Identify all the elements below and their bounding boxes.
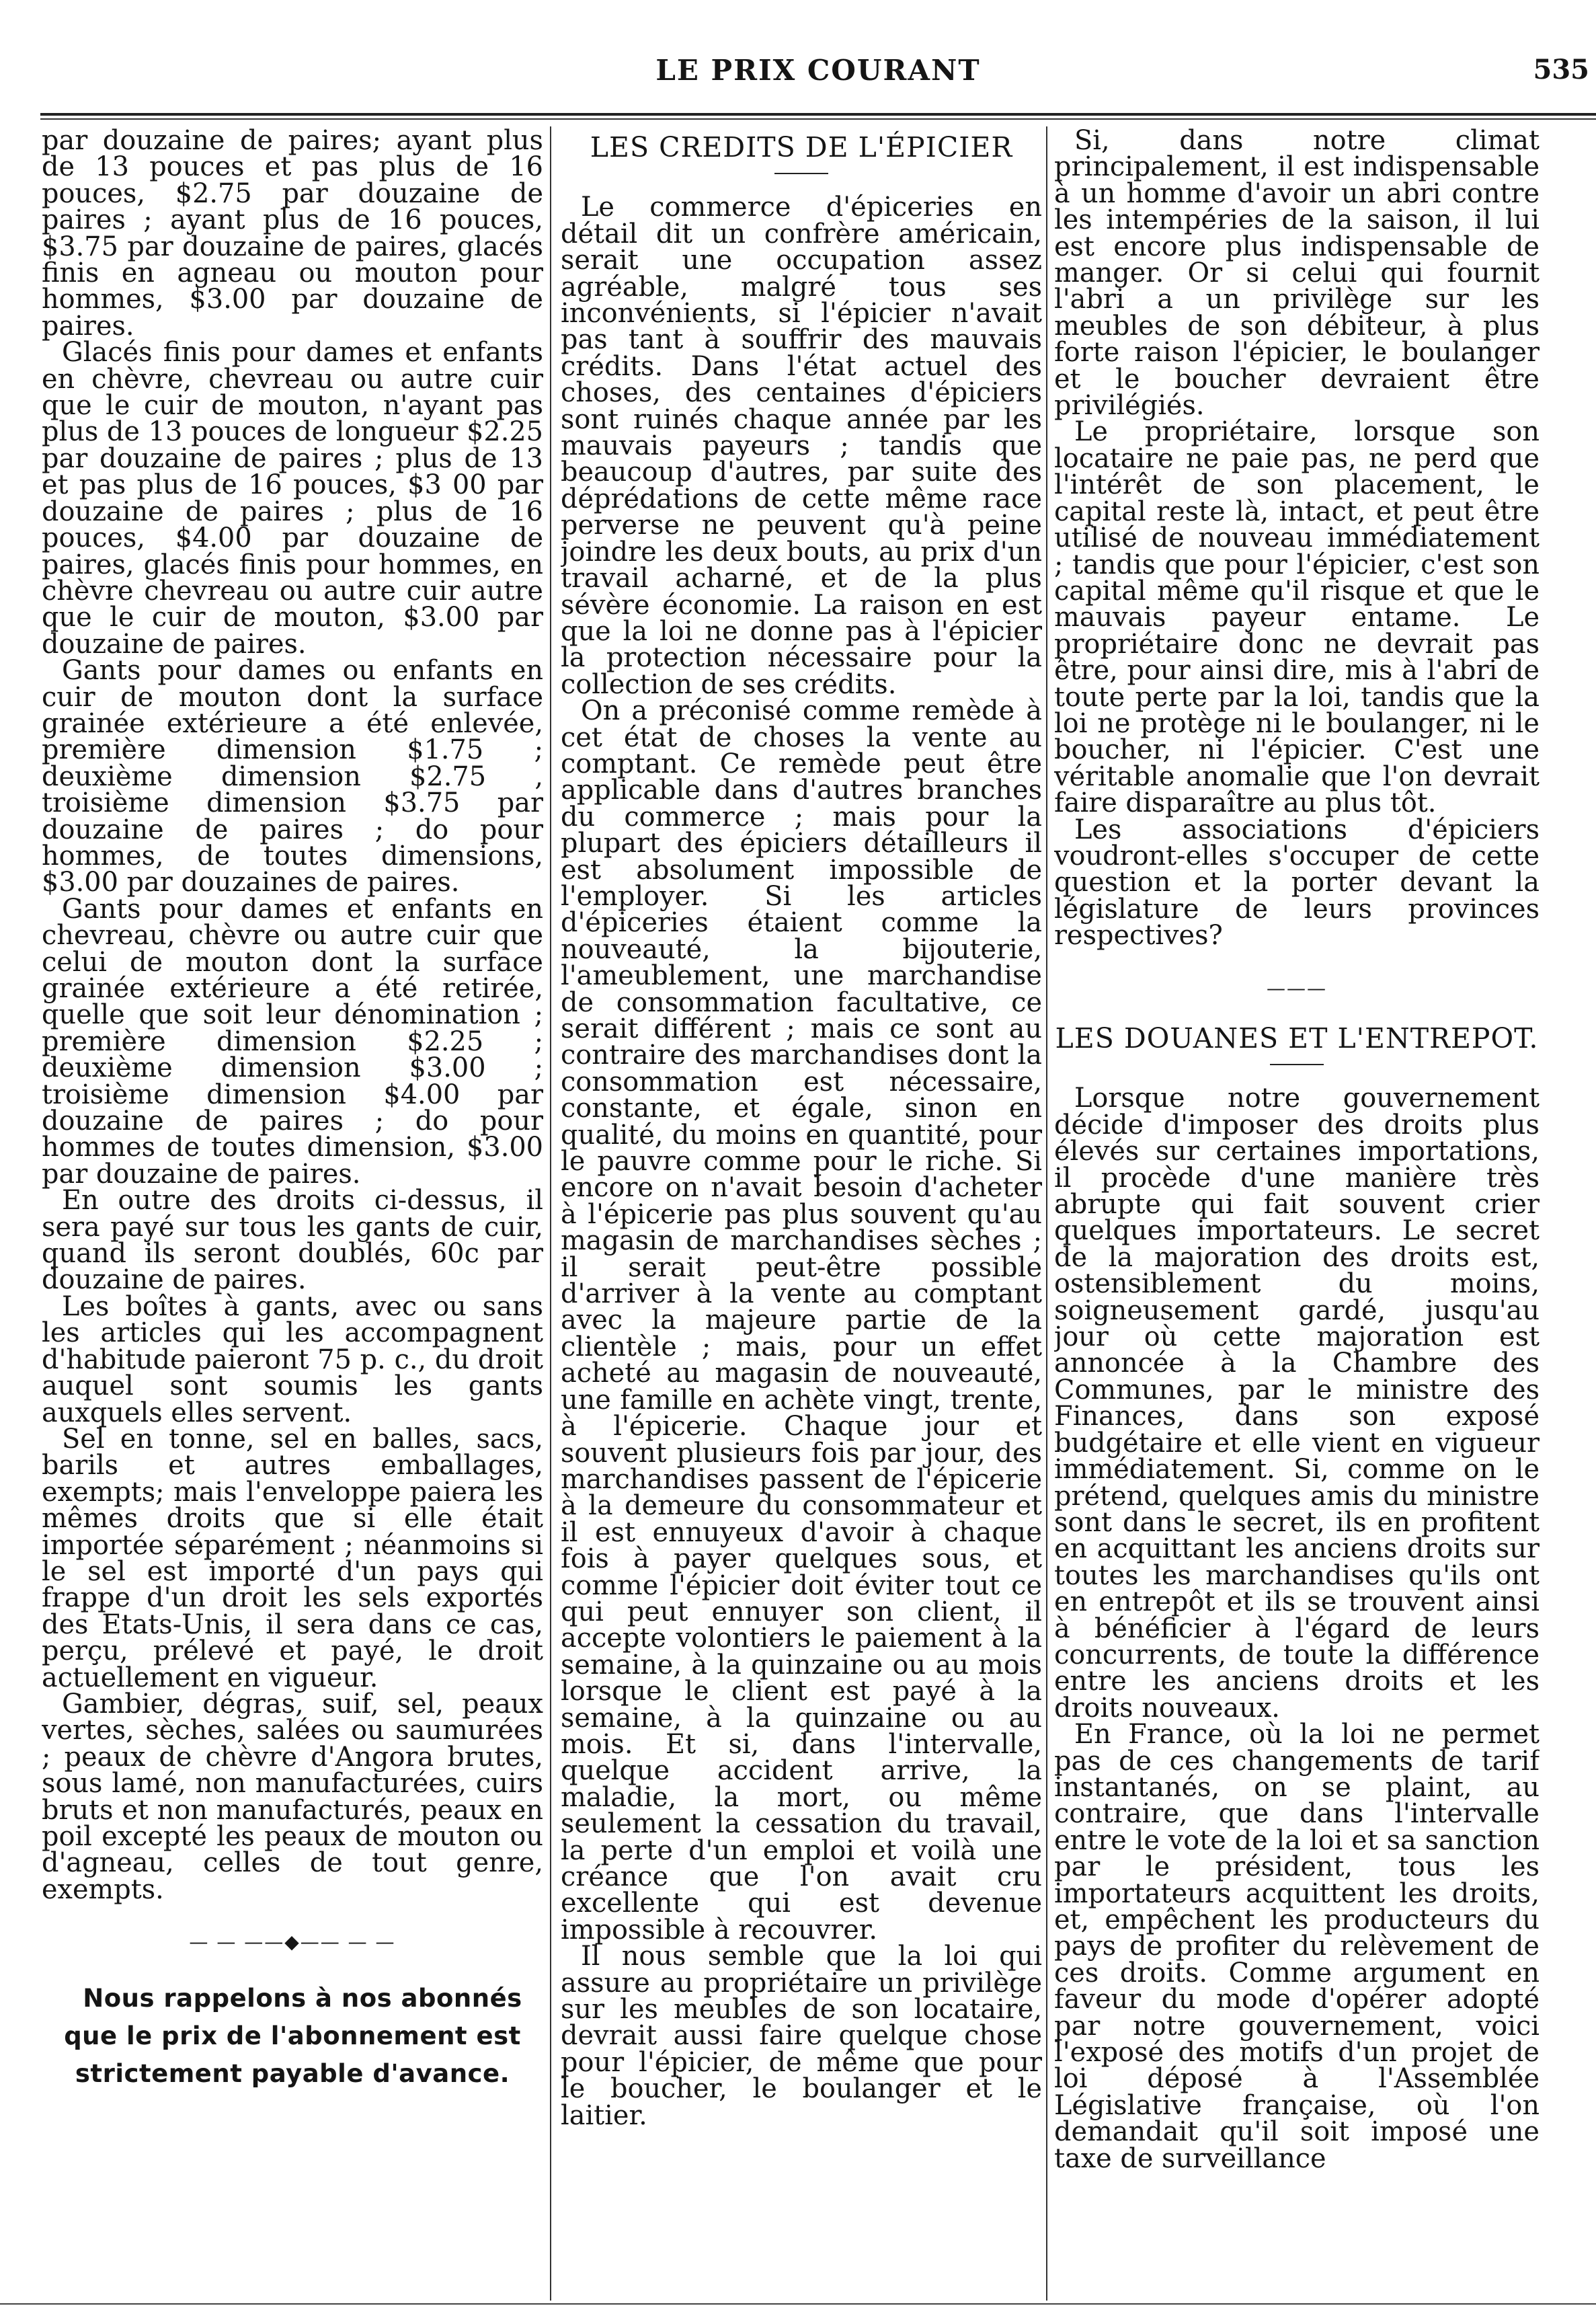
page-number: 535: [1533, 54, 1589, 85]
header-rule: [40, 113, 1596, 116]
heading-rule: [1270, 1064, 1324, 1065]
article-paragraph: Le propriétaire, lorsque son locataire ne paie pas, ne perd que l'intérêt de son placement, le capital reste là, intact, et peut être utilisé de nouveau immédiatement ; tandis que pour l'épicier, c'est son capital même qu'il risque et que le mauvais payeur entame. Le propriétaire donc ne devrait pas être, pour ainsi dire, mis à l'abri de toute perte par la loi, tandis que la loi ne protège ni le boulanger, ni le boucher, ni l'épicier. C'est une véritable anomalie que l'on devrait faire disparaître au plus tôt.: [1054, 416, 1540, 819]
article-paragraph: par douzaine de paires; ayant plus de 13 pouces et pas plus de 16 pouces, $2.75 par douzaine de paires ; ayant plus de 16 pouces, $3.75 par douzaine de paires, glacés finis en agneau ou mouton pour hommes, $3.00 par douzaine de paires.: [42, 128, 543, 342]
ornament-divider: — — ——◆—— — —: [189, 1931, 396, 1954]
publication-title: LE PRIX COURANT: [655, 54, 981, 87]
footer-rule: [0, 2303, 1596, 2305]
article-paragraph: Sel en tonne, sel en balles, sacs, barils et autres emballages, exempts; mais l'enveloppe paiera les mêmes droits que si elle était importée séparément ; néanmoins si le sel est importé d'un pays qui frappe d'un droit les sels exportés des Etats-Unis, il sera dans ce cas, perçu, prélevé et payé, le droit actuellement en vigueur.: [42, 1423, 543, 1693]
heading-rule: [774, 173, 828, 174]
subscription-notice: Nous rappelons à nos abonnés que le prix de l'abonnement est strictement payable d'avance.: [64, 1983, 522, 2088]
article-heading: LES CREDITS DE L'ÉPICIER: [590, 131, 1013, 163]
column-2: [561, 128, 1042, 2301]
article-paragraph: Gants pour dames ou enfants en cuir de mouton dont la surface grainée extérieure a été enlevée, première dimension $1.75 ; deuxième dimension $2.75 , troisième dimension $3.75 par douzaine de paires ; do pour hommes, de toutes dimensions, $3.00 par douzaines de paires.: [42, 655, 543, 898]
article-paragraph: Gambier, dégras, suif, sel, peaux vertes, sèches, salées ou saumurées ; peaux de chèvre d'Angora brutes, sous lamé, non manufacturées, cuirs bruts et non manufacturés, peaux en poil excepté les peaux de mouton ou d'agneau, celles de tout genre, exempts.: [42, 1688, 543, 1905]
column-3: [1054, 128, 1540, 2301]
article-paragraph: Le commerce d'épiceries en détail dit un confrère américain, serait une occupation assez agréable, malgré tous ses inconvénients, si l'épicier n'avait pas tant à souffrir des mauvais crédits. Dans l'état actuel des choses, des centaines d'épiciers sont ruinés chaque année par les mauvais payeurs ; tandis que beaucoup d'autres, par suite des déprédations de cette même race perverse ne peuvent qu'à peine joindre les deux bouts, au prix d'un travail acharné, et de la plus sévère économie. La raison en est que la loi ne donne pas à l'épicier la protection nécessaire pour la collection de ses crédits.: [561, 192, 1042, 700]
article-paragraph: Glacés finis pour dames et enfants en chèvre, chevreau ou autre cuir que le cuir de mouton, n'ayant pas plus de 13 pouces de longueur $2.25 par douzaine de paires ; plus de 13 et pas plus de 16 pouces, $3 00 par douzaine de paires ; plus de 16 pouces, $4.00 par douzaine de paires, glacés finis pour hommes, en chèvre chevreau ou autre cuir autre que le cuir de mouton, $3.00 par douzaine de paires.: [42, 337, 543, 660]
article-paragraph: Gants pour dames et enfants en chevreau, chèvre ou autre cuir que celui de mouton dont la surface grainée extérieure a été retirée, quelle que soit leur dénomination ; première dimension $2.25 ; deuxième dimension $3.00 ; troisième dimension $4.00 par douzaine de paires ; do pour hommes de toutes dimension, $3.00 par douzaine de paires.: [42, 893, 543, 1190]
article-heading: LES DOUANES ET L'ENTREPOT.: [1055, 1022, 1539, 1054]
article-paragraph: On a préconisé comme remède à cet état de choses la vente au comptant. Ce remède peut être applicable dans d'autres branches du commerce ; mais pour la plupart des épiciers détailleurs il est absolument impossible de l'employer. Si les articles d'épiceries étaient comme la nouveauté, la bijouterie, l'ameublement, une marchandise de consommation facultative, ce serait différent ; mais ce sont au contraire des marchandises dont la consommation est nécessaire, constante, et égale, sinon en qualité, du moins en quantité, pour le pauvre comme pour le riche. Si encore on n'avait besoin d'acheter à l'épicerie pas plus souvent qu'au magasin de marchandises sèches ; il serait peut-être possible d'arriver à la vente au comptant avec la majeure partie de la clientèle ; mais, pour un effet acheté au magasin de nouveauté, une famille en achète vingt, trente, à l'épicerie. Chaque jour et souvent plusieurs fois par jour, des marchandises passent de l'épicerie à la demeure du consommateur et il est ennuyeux d'avoir à chaque fois à payer quelques sous, et comme l'épicier doit éviter tout ce qui peut ennuyer son client, il accepte volontiers le paiement à la semaine, à la quinzaine ou au mois lorsque le client est payé à la semaine, à la quinzaine ou au mois. Et si, dans l'intervalle, quelque accident arrive, la maladie, la mort, ou même seulement la cessation du travail, la perte d'un emploi et voilà une créance que l'on avait cru excellente qui est devenue impossible à recouvrer.: [561, 695, 1042, 1945]
article-paragraph: Si, dans notre climat principalement, il est indispensable à un homme d'avoir un abri contre les intempéries de la saison, il lui est encore plus indispensable de manger. Or si celui qui fournit l'abri a un privilège sur les meubles de son débiteur, à plus forte raison l'épicier, le boulanger et le boucher devraient être privilégiés.: [1054, 128, 1540, 422]
page-header: [40, 35, 1596, 109]
article-paragraph: Les boîtes à gants, avec ou sans les articles qui les accompagnent d'habitude paieront 75 p. c., du droit auquel sont soumis les gants auxquels elles servent.: [42, 1290, 543, 1428]
article-paragraph: En outre des droits ci-dessus, il sera payé sur tous les gants de cuir, quand ils seront doublés, 60c par douzaine de paires.: [42, 1185, 543, 1296]
article-paragraph: Il nous semble que la loi qui assure au propriétaire un privilège sur les meubles de son locataire, devrait aussi faire quelque chose pour l'épicier, de même que pour le boucher, le boulanger et le laitier.: [561, 1941, 1042, 2131]
article-paragraph: Les associations d'épiciers voudront-elles s'occuper de cette question et la porter devant la législature de leurs provinces respectives?: [1054, 814, 1540, 952]
article-paragraph: Lorsque notre gouvernement décide d'imposer des droits plus élevés sur certaines importations, il procède d'une manière très abrupte qui fait souvent crier quelques importateurs. Le secret de la majoration des droits est, ostensiblement du moins, soigneusement gardé, jusqu'au jour où cette majoration est annoncée à la Chambre des Communes, par le ministre des Finances, dans son exposé budgétaire et elle vient en vigueur immédiatement. Si, comme on le prétend, quelques amis du ministre sont dans le secret, ils en profitent en acquittant les anciens droits sur toutes les marchandises qu'ils ont en entrepôt et ils se trouvent ainsi à bénéficier à l'égard de leurs concurrents, de toute la différence entre les anciens droits et les droits nouveaux.: [1054, 1083, 1540, 1724]
column-1: [42, 128, 543, 2301]
article-paragraph: En France, où la loi ne permet pas de ces changements de tarif instantanés, on se plaint, au contraire, que dans l'intervalle entre le vote de la loi et sa sanction par le président, tous les importateurs acquittent les droits, et, empêchent les producteurs du pays de profiter du relèvement de ces droits. Comme argument en faveur du mode d'opérer adopté par notre gouvernement, voici l'exposé des motifs d'un projet de loi déposé à l'Assemblée Législative française, où l'on demandait qu'il soit imposé une taxe de surveillance: [1054, 1719, 1540, 2174]
column-divider: [1046, 126, 1047, 2301]
section-divider: ———: [1267, 976, 1327, 999]
header-rule-thin: [40, 118, 1596, 120]
column-divider: [550, 126, 551, 2301]
